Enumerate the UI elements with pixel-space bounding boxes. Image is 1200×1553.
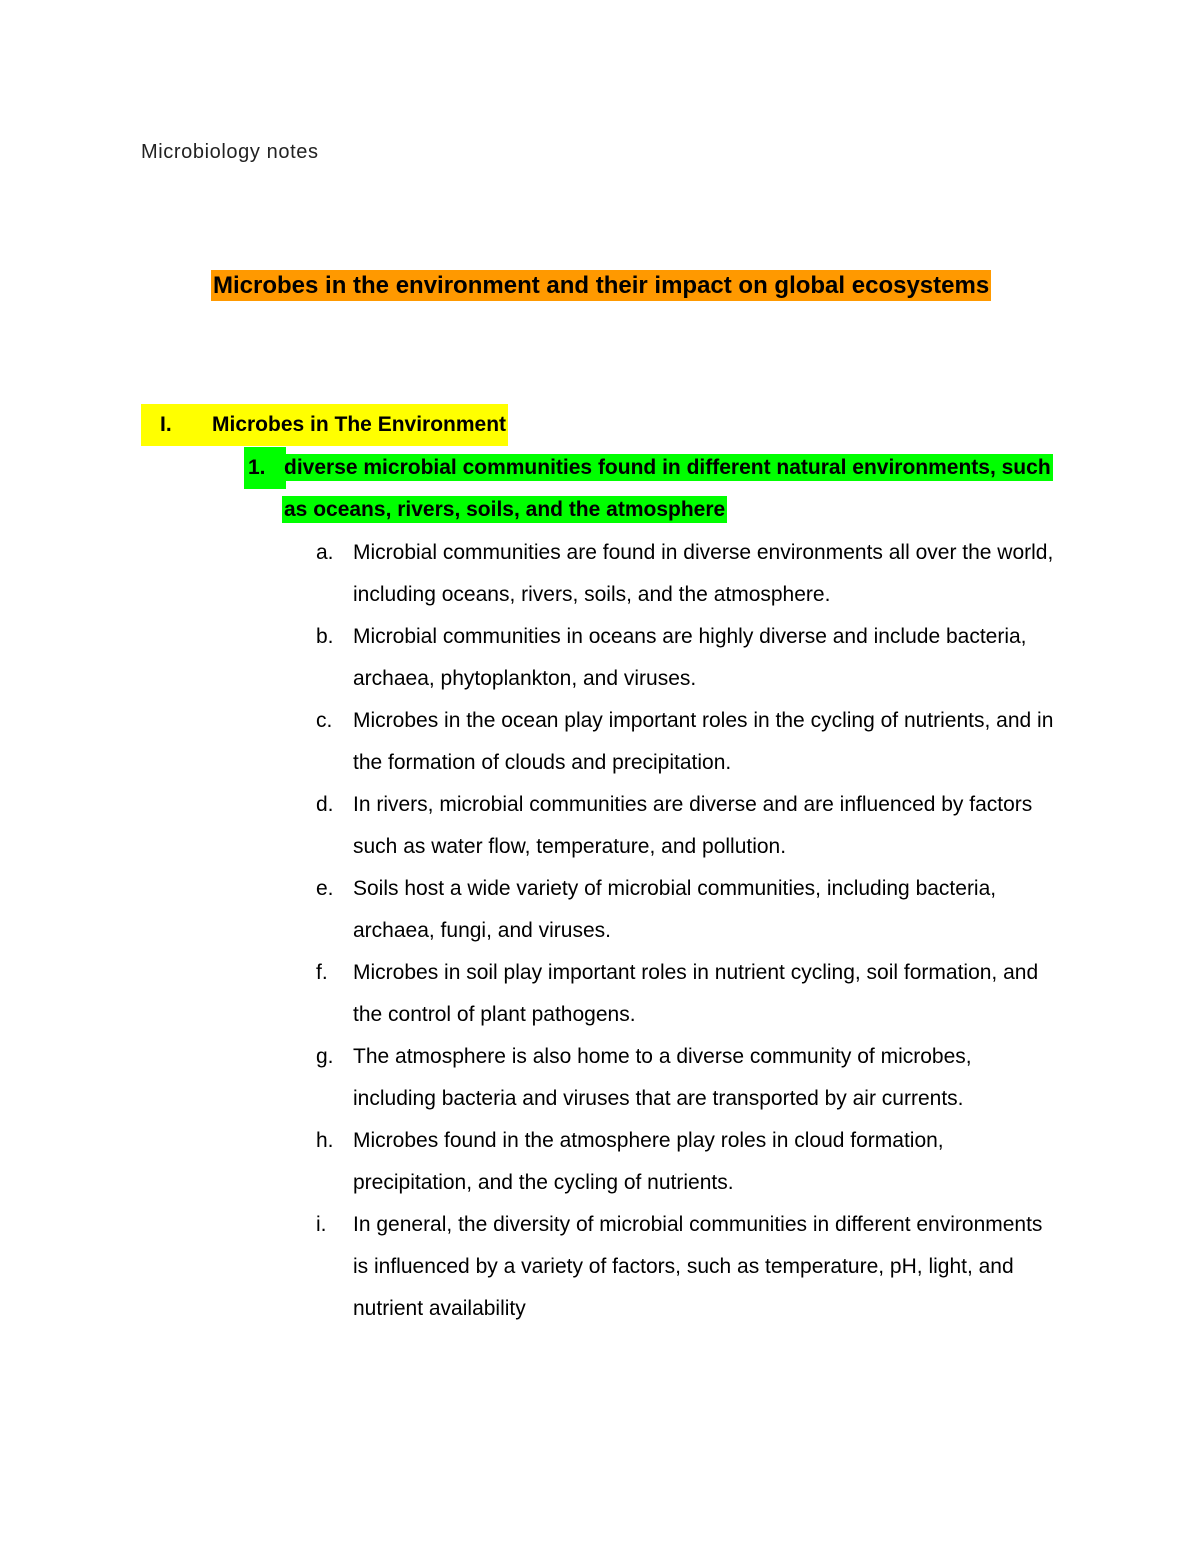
list-item-marker: i. (316, 1213, 327, 1236)
page-title (211, 262, 1011, 310)
list-item (300, 952, 1060, 1036)
list-item-marker: h. (316, 1129, 334, 1152)
list-item-text: Microbes in soil play important roles in nutrient cycling, soil formation, and the control of plant pathogens. (353, 961, 1039, 1026)
list-item-marker: c. (316, 709, 333, 732)
list-item-text: In rivers, microbial communities are diverse and are influenced by factors such as water flow, temperature, and pollution. (353, 793, 1033, 858)
list-item-marker: b. (316, 625, 334, 648)
list-item-marker: d. (316, 793, 334, 816)
subsection-heading (282, 447, 1052, 531)
list-item-marker: f. (316, 961, 328, 984)
list-item-marker: e. (316, 877, 334, 900)
list-item (300, 532, 1060, 616)
list-item (300, 700, 1060, 784)
notes-list (300, 532, 1060, 1330)
subsection-heading-text: diverse microbial communities found in different natural environments, such as oceans, rivers, soils, and the atmosphere (284, 456, 1051, 521)
list-item (300, 868, 1060, 952)
list-item (300, 1120, 1060, 1204)
document-label: Microbiology notes (141, 141, 319, 163)
list-item-text: Microbial communities are found in diverse environments all over the world, including oceans, rivers, soils, and the atmosphere. (353, 541, 1054, 606)
subsection-marker: 1. (244, 447, 286, 489)
page-title-text: Microbes in the environment and their impact on global ecosystems (213, 272, 990, 299)
list-item-text: Soils host a wide variety of microbial communities, including bacteria, archaea, fungi, and viruses. (353, 877, 997, 942)
list-item-text: In general, the diversity of microbial communities in different environments is influenced by a variety of factors, such as temperature, pH, light, and nutrient availability (353, 1213, 1043, 1320)
list-item-marker: g. (316, 1045, 334, 1068)
section-marker: I. (141, 404, 212, 446)
list-item-marker: a. (316, 541, 334, 564)
list-item-text: Microbes found in the atmosphere play roles in cloud formation, precipitation, and the cycling of nutrients. (353, 1129, 944, 1194)
list-item-text: Microbes in the ocean play important roles in the cycling of nutrients, and in the formation of clouds and precipitation. (353, 709, 1054, 774)
list-item-text: The atmosphere is also home to a diverse community of microbes, including bacteria and viruses that are transported by air currents. (353, 1045, 972, 1110)
list-item (300, 1036, 1060, 1120)
section-heading: Microbes in The Environment (193, 404, 508, 446)
list-item (300, 1204, 1060, 1330)
list-item (300, 616, 1060, 700)
list-item-text: Microbial communities in oceans are highly diverse and include bacteria, archaea, phytoplankton, and viruses. (353, 625, 1027, 690)
list-item (300, 784, 1060, 868)
